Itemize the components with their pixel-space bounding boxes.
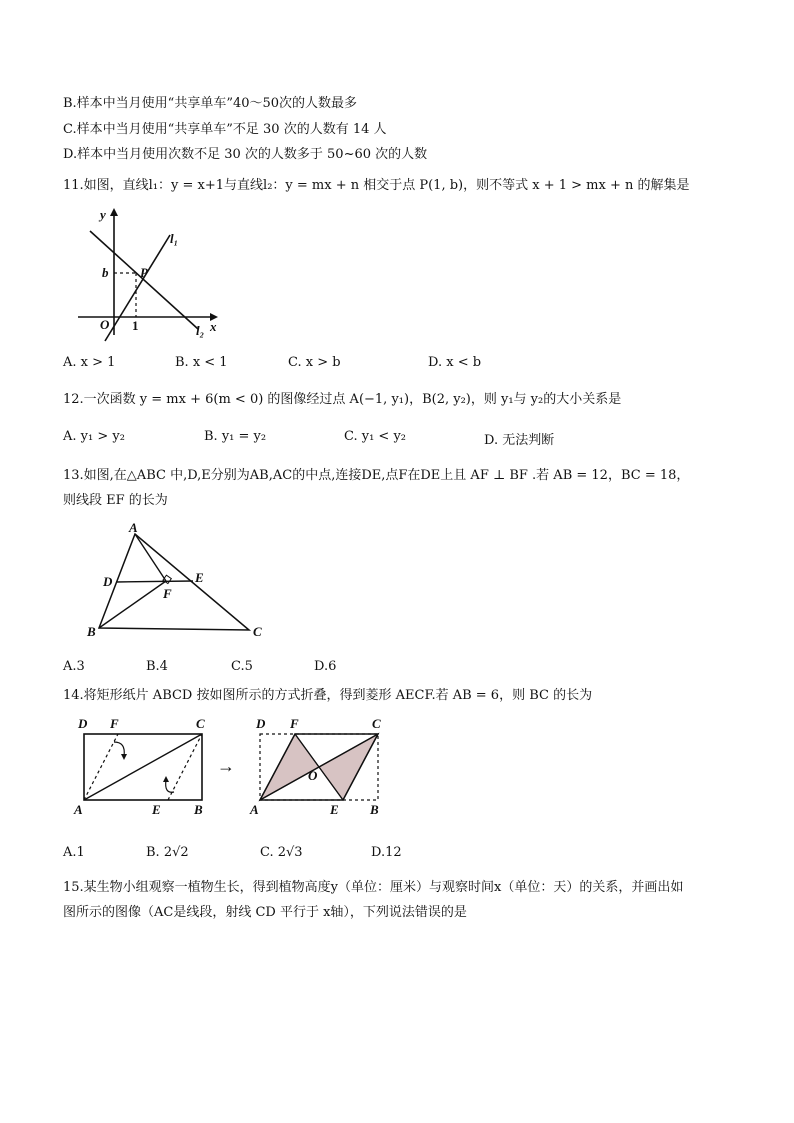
q14-option-b: B. 2√2 [146,845,189,860]
q12-option-b: B. y₁ = y₂ [204,429,267,444]
q13-option-d: D.6 [314,659,337,674]
label-O: O [100,317,110,332]
label-P: P [140,265,148,280]
q12-option-d: D. 无法判断 [484,433,555,448]
q11-option-c: C. x > b [288,355,341,370]
label-y: y [100,207,106,222]
diagonal-ac [84,734,202,800]
q13-stem-2: 则线段 EF 的长为 [63,493,168,508]
label-l1: l₁ [170,231,179,246]
label-E-right: E [330,802,339,817]
label-F: F [163,586,172,601]
label-A-right: A [250,802,259,817]
label-D-right: D [256,716,266,731]
q14-option-c: C. 2√3 [260,845,303,860]
q14-option-d: D.12 [371,845,402,860]
label-E: E [195,570,204,585]
q15-stem-2: 图所示的图像（AC是线段，射线 CD 平行于 x轴），下列说法错误的是 [63,905,467,920]
q14-figure [70,712,400,822]
label-B: B [87,624,96,639]
label-C-right: C [372,716,381,731]
label-x: x [210,319,217,334]
label-C: C [253,624,262,639]
q12-stem: 12.一次函数 y = mx + 6(m < 0) 的图像经过点 A(−1, y₁)，B(2, y₂)，则 y₁与 y₂的大小关系是 [63,392,622,407]
label-D-left: D [78,716,88,731]
label-D: D [103,574,113,589]
q14-stem: 14.将矩形纸片 ABCD 按如图所示的方式折叠，得到菱形 AECF.若 AB = 6，则 BC 的长为 [63,688,593,703]
segment-af [135,534,166,581]
q15-stem-1: 15.某生物小组观察一植物生长，得到植物高度y（单位：厘米）与观察时间x（单位：天）的关系，并画出如 [63,880,684,895]
q13-stem-1: 13.如图,在△ABC 中,D,E分别为AB,AC的中点,连接DE,点F在DE上且 AF ⊥ BF .若 AB = 12，BC = 18， [63,468,690,483]
option-c-line: C.样本中当月使用“共享单车”不足 30 次的人数有 14 人 [63,122,387,137]
label-A-left: A [74,802,83,817]
label-B-right: B [370,802,379,817]
q13-option-b: B.4 [146,659,168,674]
q14-option-a: A.1 [63,845,85,860]
q12-option-c: C. y₁ < y₂ [344,429,407,444]
label-C-left: C [196,716,205,731]
q13-figure [85,520,285,650]
label-l2: l₂ [196,323,205,338]
option-d-line: D.样本中当月使用次数不足 30 次的人数多于 50~60 次的人数 [63,147,428,162]
transform-arrow-icon: → [217,756,235,776]
label-F-left: F [110,716,119,731]
q12-option-a: A. y₁ > y₂ [63,429,125,444]
line-l2 [90,231,198,329]
q13-option-c: C.5 [231,659,253,674]
label-O-right: O [308,768,318,783]
q11-figure [70,205,230,345]
fold-arrow-icon [114,742,124,756]
label-1: 1 [132,318,139,333]
q11-option-a: A. x > 1 [63,355,116,370]
y-axis-arrow-icon [110,208,118,216]
q11-option-b: B. x < 1 [175,355,228,370]
label-A: A [129,520,138,535]
q11-option-d: D. x < b [428,355,482,370]
segment-de [116,581,193,582]
label-F-right: F [290,716,299,731]
label-b: b [102,265,109,280]
option-b-line: B.样本中当月使用“共享单车”40～50次的人数最多 [63,96,358,111]
label-E-left: E [152,802,161,817]
q13-option-a: A.3 [63,659,85,674]
q11-stem: 11.如图，直线l₁：y = x+1与直线l₂：y = mx + n 相交于点 P(1, b)，则不等式 x + 1 > mx + n 的解集是 [63,178,690,193]
label-B-left: B [194,802,203,817]
